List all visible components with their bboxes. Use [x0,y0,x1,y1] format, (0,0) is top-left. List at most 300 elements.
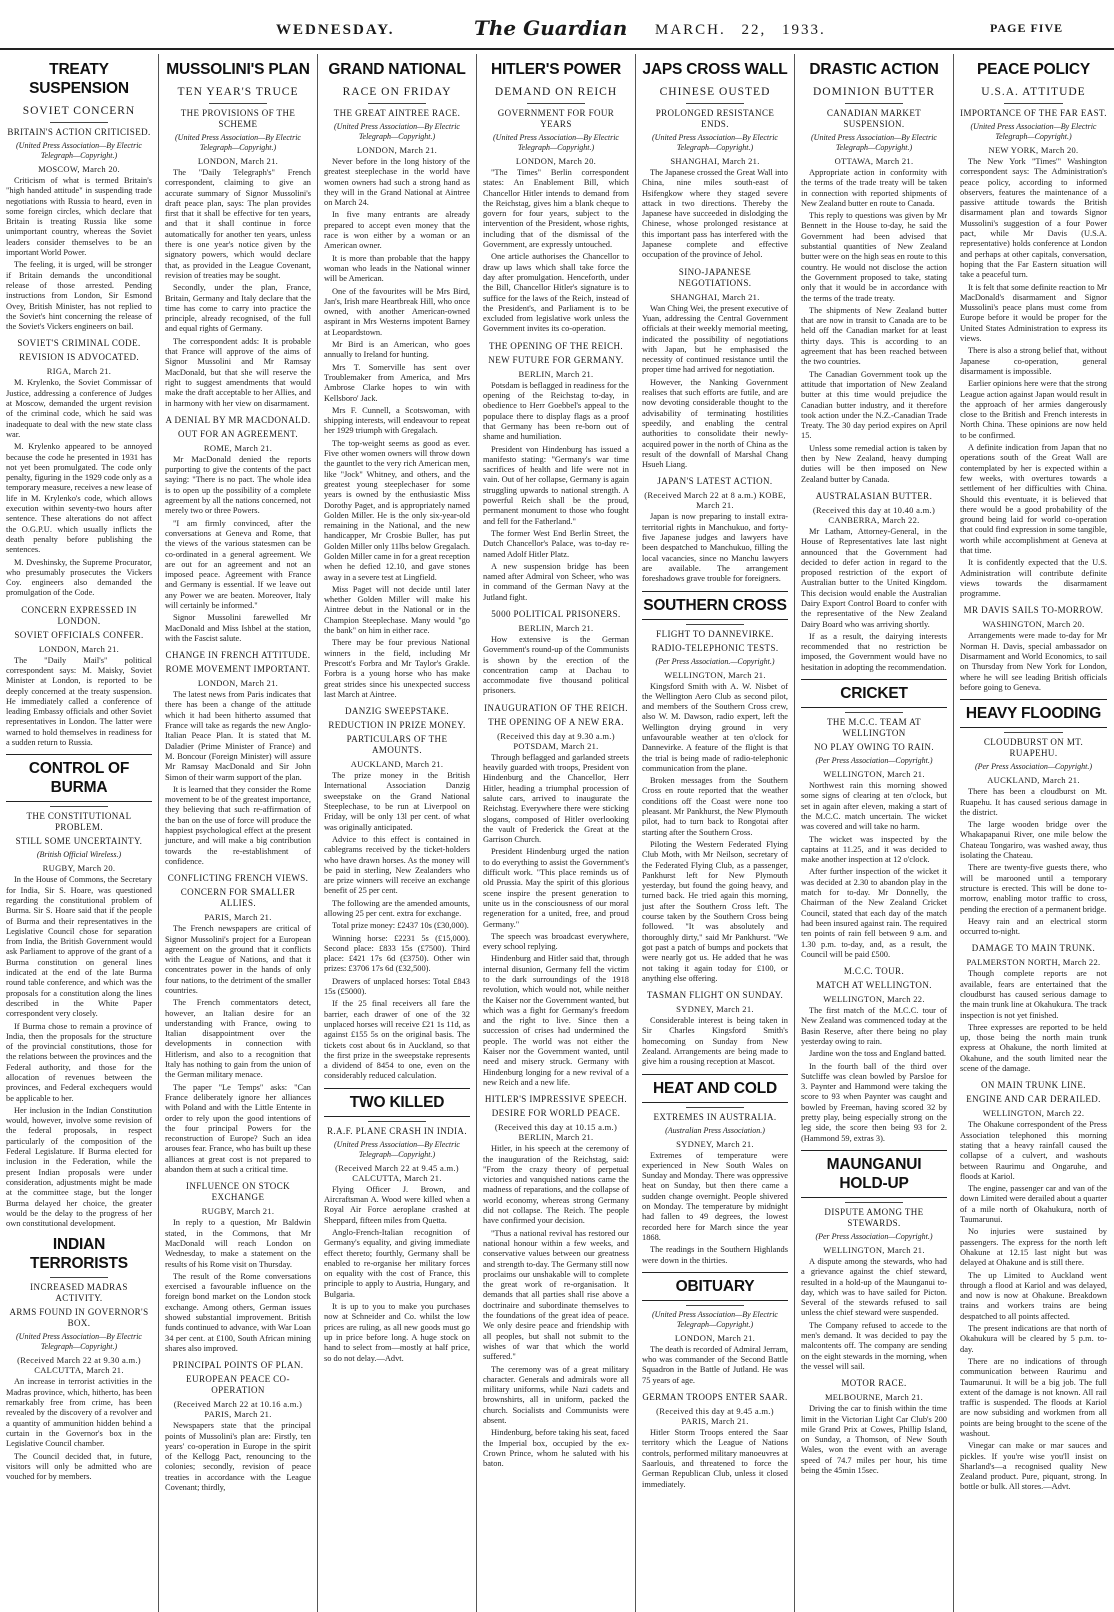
article-paragraph: The death is recorded of Admiral Jerram, who was commander of the Second Battle Squadron in the Battle of Jutland. He was 75 years of age. [642,1344,788,1385]
article-paragraph: After further inspection of the wicket it was decided at 2.30 to abandon play in the match for to-day. Mr Donnelly, the Chairman of the New Zealand Cricket Council, stated that each day of the match had been insured against rain. The required ten points of rain fell between 9 a.m. and 1.30 p.m. to-day, and, as a result, the Council will be paid £500. [801,867,947,959]
article-paragraph: Broken messages from the Southern Cross en route reported that the weather conditions off the Coast were none too pleasant. Mr Pankhurst, the New Plymouth pilot, had to turn back to Rongotai after starting after the Southern Cross. [642,776,788,837]
article-dateline: RUGBY, March 20. [42,863,116,874]
article-credit: (United Press Association—By Electric Telegraph—Copyright.) [334,1139,460,1159]
divider [1004,103,1063,104]
article-dateline: BERLIN, March 21. [518,368,594,379]
article-paragraph: Advice to this effect is contained in cablegrams received by the ticket-holders who have drawn horses. As the money will be paid in sterling, New Zealanders who are prize winners will receive an exchange benefit of 25 per cent. [324,834,470,896]
article-paragraph: If Burma chose to remain a province of India, then the proposals for the structure of the provincial constitutions, those for the relations between the provinces and the Federal authority, and those for the allocation of revenues between the provinces, and Federal exchequers would be applicable to her. [6,1021,152,1103]
article [324,60,470,700]
article-deck: JAPAN'S LATEST ACTION. [657,476,773,487]
divider [845,1202,903,1203]
article-paragraph: However, the Nanking Government realises that such efforts are futile, and are now devoting considerable thought to the advisability of terminating hostilities speedily, and enabling the central authorities to consolidate their newly-acquired power in the north of China as the result of the downfall of Marshal Chang Hsueh Liang. [642,377,788,470]
article-dateline: WELLINGTON, March 21. [823,1244,925,1255]
article-headline: TWO KILLED [324,1088,470,1117]
article [960,943,1107,1074]
article-paragraph: M. Krylenko, the Soviet Commissar of Justice, addressing a conference of Judges at Moscow, demanded the urgent revision of the criminal code, which he said was inadequate to deal with the new state class war. [6,378,152,439]
article-credit: (United Press Association—By Electric Telegraph—Copyright.) [652,133,778,152]
article-paragraph: There has been a cloudburst on Mt. Ruapehu. It has caused serious damage in the district. [960,787,1107,817]
article-deck: MR DAVIS SAILS TO-MORROW. [963,605,1104,616]
article-paragraph: Arrangements were made to-day for Mr Norman H. Davis, special ambassador on Disarmament and World Economics, to sail on Thursday from New York for London, where he will see leading British officials before going to Geneva. [960,631,1107,692]
article-deck-secondary: ROME MOVEMENT IMPORTANT. [165,664,311,675]
column-1 [0,54,159,1612]
article-dateline: (Received March 22 at 9.30 a.m.) CALCUTTA, March 21. [17,1355,141,1376]
article-dateline: WELLINGTON, March 21. [664,669,766,680]
article-paragraph: The Company refused to accede to the men's demand. It was decided to pay the malcontents off. The company are sending on the eight stewards in the morning, when the vessel will sail. [801,1320,947,1371]
article-subheadline: DEMAND ON REICH [494,86,618,98]
article-dateline: WELLINGTON, March 22. [823,994,925,1005]
article-dateline: (Received this day at 9.30 a.m.) POTSDAM, March 21. [497,730,615,751]
article-deck-secondary: DESIRE FOR WORLD PEACE. [491,1108,621,1119]
article-paragraph: There are twenty-five guests there, who will be marooned until a temporary structure is erected. This will be done to-morrow, enabling motor traffic to cross, pending the erection of a permanent bridge. [960,863,1107,914]
article-credit: (Per Press Association.—Copyright.) [655,656,775,666]
article-dateline: MOSCOW, March 20. [38,164,120,174]
article-deck: PROLONGED RESISTANCE ENDS. [655,108,775,129]
article-deck-secondary: MATCH AT WELLINGTON. [816,980,932,991]
article-dateline: (Received March 22 at 10.16 a.m.) PARIS, March 21. [173,1399,303,1420]
article [324,1088,470,1364]
article [483,609,629,697]
article-paragraph: The Ohakune correspondent of the Press Association telephoned this morning stating that a heavy rainfall caused the collapse of a culvert, and washouts between Raurimu and Ongaruhe, and floods at Kariol. [960,1120,1107,1181]
article-paragraph: In the House of Commons, the Secretary for India, Sir S. Hoare, was questioned regarding the constitutional problem of Burma. Sir S. Hoare said that if the people of Burma and their representatives in the Legislative Council chose for separation from India, the British Government would ask Parliament to approve of the grant of a Burma constitution on general lines indicated at the end of the late Burma round table conference, and which was the proposals for a constitution along the lines described in the White Paper correspondent very closely. [6,875,152,1019]
article-headline: HEAT AND COLD [642,1074,788,1103]
article-dateline: SYDNEY, March 21. [676,1004,754,1015]
article-headline: MUSSOLINI'S PLAN [166,61,310,78]
article-dateline: MELBOURNE, March 21. [824,1392,924,1403]
article-paragraph: The Canadian Government took up the attitude that importation of New Zealand butter at this time would prejudice the Canadian butter industry, and it therefore took action under the N.Z.-Canadian Trade Treaty. The 30 day period expires on April 15. [801,369,947,441]
divider [845,712,903,713]
article-deck: THE PROVISIONS OF THE SCHEME [180,108,296,129]
masthead-day: WEDNESDAY. [276,22,395,38]
article-paragraph: Signor Mussolini farewelled Mr MacDonald and Miss Ishbel at the station, with the Fascist salute. [165,613,311,643]
article-paragraph: Three expresses are reported to be held up, those being the north main trunk express at Ohakune, the north limited at Okahune, and the south limited near the scene of the damage. [960,1022,1107,1074]
article-paragraph: Piloting the Western Federated Flying Club Moth, with Mr Neilson, secretary of the Federated Flying Club, as a passenger, Pankhurst left for New Plymouth yesterday, but found the going heavy, and turned back. He tried again this morning, just after the Southern Cross left. The course taken by the Southern Cross being followed. "It was absolutely and thoroughly dirty," said Mr Pankhurst. "We got past a patch of bumps and pockets that were nearly got us. He added that he was not taking it again today for £100, or anything else offering. [642,839,788,983]
article-paragraph: There may be four previous National winners in the field, including Mr Prescott's Forbra and Mr Taylor's Grakle. Forbra is a young horse who has make great strides since his unexpected success last March at Aintree. [324,638,470,699]
article-paragraph: Miss Paget will not decide until later whether Golden Miller will make his Aintree debut in the National or in the Champion Steeplechase. Many would "go the bank" on him in either race. [324,584,470,636]
article [165,415,311,644]
article-dateline: OTTAWA, March 21. [834,156,914,166]
article [483,703,629,1089]
article-deck-secondary: STILL SOME UNCERTAINTY. [15,836,143,847]
divider [368,103,426,104]
article [642,267,788,471]
article-paragraph: Though complete reports are not available, fears are entertained that the cloudburst has caused serious damage to the main trunk line at Okahukura. The track inspection is not yet finished. [960,969,1107,1020]
article-dateline: (Received March 22 at 8 a.m.) KOBE, March 21. [644,490,786,511]
article-deck: CONFLICTING FRENCH VIEWS. [167,873,309,884]
article [483,60,629,335]
article-paragraph: The "Daily Telegraph's" French correspondent, claiming to give an accurate summary of Signor Mussolini's draft peace plan, says: The plan provides first that it shall be effective for ten years, and that it shall continue in force automatically for another ten years, unless there is one year's notice given by the signatory powers, which would declare that, as provided in the League Covenant, revision of treaties may be sought. [165,168,311,280]
article-paragraph: Hitler, in his speech at the ceremony of the inauguration of the Reichstag, said: "From the crazy theory of perpetual victories and vanquished nations came the madness of reparations, and the collapse of world economy, whereas strong Germany did not collapse. The Reich. The people have confirmed your decision. [483,1144,629,1226]
article [6,754,152,1229]
article-deck-secondary: REVISION IS ADVOCATED. [18,352,140,363]
divider [686,103,744,104]
article-deck: CONCERN EXPRESSED IN LONDON. [21,604,137,626]
article-paragraph: Mrs F. Cunnell, a Scotswoman, with shipping interests, will endeavour to repeat her 1929 triumph with Gregalach. [324,405,470,436]
article-dateline: WASHINGTON, March 20. [982,619,1085,630]
article-dateline: AUCKLAND, March 21. [350,759,444,770]
article-paragraph: Mr MacDonald denied the reports purporting to give the contents of the pact saying: "There is no pact. The whole idea is to open up the possibility of a complete agreement by all the nations concerned, not merely two or three Powers. [165,454,311,516]
article-paragraph: An increase in terrorist activities in the Madras province, which, hitherto, has been remarkably free from crime, has been revealed by the discovery of a revolver and a quantity of ammunition hidden behind a curtain in the Governor's box in the Legislative Council chamber. [6,1377,152,1449]
article-paragraph: If as a result, the dairying interests recommended that no restriction be imposed, the Government would have no hesitation in adopting the recommendation. [801,631,947,672]
article-paragraph: Earlier opinions here were that the strong League action against Japan would result in the approach of her armies dangerously close to the British and French interests in North China. These opinions are now held to be confirmed. [960,379,1107,440]
article-deck-secondary: RADIO-TELEPHONIC TESTS. [651,642,779,653]
article-headline: GRAND NATIONAL [328,61,466,78]
article-dateline: LONDON, March 21. [674,1332,756,1343]
article-deck-secondary: REDUCTION IN PRIZE MONEY. [328,720,466,731]
article-deck-secondary: OUT FOR AN AGREEMENT. [177,428,299,439]
article-paragraph: One article authorises the Chancellor to draw up laws which shall take force the day after promulgation. Henceforth, under the Bill, Chancellor Hitler's signature is to suffice for the laws of the Reich, instead of the President's, and Parliament is to be excluded from legislative work unless the Government invites its co-operation. [483,252,629,334]
article-paragraph: President Hindenburg urged the nation to do everything to assist the Government's difficult work. "This place reminds us of old Prussia. May the spirit of this glorious scene inspire the present generation to unite us in the consciousness of our moral regeneration for a united, free, and proud Germany." [483,847,629,929]
article-paragraph: The present indications are that north of Okahukura will be cleared by 5 p.m. to-day. [960,1324,1107,1354]
article-paragraph: Heavy rain and an electrical storm occurred to-night. [960,916,1107,937]
divider [686,1305,744,1306]
article-credit: (United Press Association—By Electric Telegraph—Copyright.) [16,141,142,160]
article-dateline: (Received this day at 10.40 a.m.) CANBERRA, March 22. [812,504,936,525]
article-dateline: ROME, March 21. [203,442,273,453]
article-paragraph: The prize money in the British International Association Danzig sweepstake on the Grand National Steeplechase, to be run at Liverpool on Friday, will be only 13l per cent. of what was originally anticipated. [324,771,470,832]
article-deck: HITLER'S IMPRESSIVE SPEECH. [484,1094,628,1105]
article-paragraph: Appropriate action in conformity with the terms of the trade treaty will be taken in connection with reported shipments of New Zealand butter en route to Canada. [801,168,947,208]
article [960,605,1107,693]
article-deck: CLOUDBURST ON MT. RUAPEHU. [983,737,1084,759]
article [642,1272,788,1386]
article-deck: SINO-JAPANESE NEGOTIATIONS. [678,266,752,288]
article-paragraph: The wicket was inspected by the captains at 11.25, and it was decided to make another inspection at 12 o'clock. [801,834,947,865]
article [6,605,152,749]
article-subheadline: U.S.A. ATTITUDE [981,86,1086,98]
article-credit: (British Official Wireless.) [36,850,122,860]
article-deck: DANZIG SWEEPSTAKE. [345,706,449,717]
divider [50,122,108,123]
article-credit: (Per Press Association—Copyright.) [815,1231,933,1241]
article-paragraph: The speech was broadcast everywhere, every school replying. [483,931,629,952]
article-paragraph: The feeling, it is urged, will be stronger if Britain demands the unconditional release of those arrested. Pending instructions from London, Sir Esmond Ovey, British Minister, has not replied to the Soviet's hint concerning the release of the Soviet's Vickers engineers on bail. [6,260,152,332]
article-subheadline: DOMINION BUTTER [812,86,935,98]
article-paragraph: The correspondent adds: It is probable that France will approve of the aims of Signor Mussolini and Mr Ramsay MacDonald, but that she will reserve the right to suggest amendments that would make the draft acceptable to her Allies, and in harmony with her view on disarmament. [165,336,311,408]
article-headline: CONTROL OF BURMA [6,754,152,802]
article-deck: IMPORTANCE OF THE FAR EAST. [960,108,1107,118]
article-subheadline: CHINESE OUSTED [659,86,771,98]
column-6 [795,54,954,1612]
article-headline: DRASTIC ACTION [809,61,939,78]
article-credit: (United Press Association—By Electric Telegraph—Copyright.) [970,122,1097,141]
article-paragraph: Jardine won the toss and England batted. [809,1049,946,1059]
article [801,1150,947,1372]
article-dateline: SYDNEY, March 21. [676,1138,754,1149]
article-deck: CHANGE IN FRENCH ATTITUDE. [165,650,311,661]
article-paragraph: "Thus a national revival has restored our national honour within a few weeks, and conservative values between our greatness and strength to-day. The Germany still now proclaims our unshakable will to complete the great work of re-organisation. It demands that all parties shall rise above a doctrinaire and subordinate themselves to the foundations of the great idea of peace. We only desire peace and friendship with all peoples, but shall not submit to the wishes of war that which the world suffered." [483,1228,629,1362]
divider [368,1121,426,1122]
article-paragraph: The French commentators detect, however, an Italian desire for an understanding with France, owing to Italian disappointment over the developments in connection with Hitlerism, and also to a recognition that Italy has nothing to gain from the union of the German military menace. [165,998,311,1080]
article-paragraph: No injuries were sustained by passengers. The express for the north left Ohakune at 12.15 last night but was delayed at Ohakune and is still there. [960,1227,1107,1268]
divider [686,1107,744,1108]
article-deck: PRINCIPAL POINTS OF PLAN. [172,1360,304,1371]
article-paragraph: Hindenburg, before taking his seat, faced the Imperial box, occupied by the ex-Crown Prince, whom he saluted with his baton. [483,1428,629,1469]
article-paragraph: How extensive is the German Government's round-up of the Communists is shown by the erection of the concentration camp at Dachau to accommodate five thousand political prisoners. [483,634,629,696]
article-paragraph: Hindenburg and Hitler said that, through internal disunion, Germany fell the victim to the dark surroundings of the 1918 revolution, which would not, while neither the Kaiser nor the Government wanted, but which was a fight for Germany's freedom and the right to live. Since then a succession of crises had undermined the people. The world was not either the Kaiser nor the Government wanted, until need and misery struck. Germany with Hindenburg longing for a new revival of a new Reich and a new life. [483,954,629,1087]
article-paragraph: One of the favourites will be Mrs Bird, Jan's, Irish mare Heartbreak Hill, who once owned, with another American-owned aspirant in Mrs Westerns impotent Barney at Leopardstown. [324,286,470,337]
article-dateline: SHANGHAI, March 21. [670,156,760,166]
article-headline: SOUTHERN CROSS [642,591,788,620]
article-paragraph: Driving the car to finish within the time limit in the Victorian Light Car Club's 200 mile Grand Prix at Cowes, Phillip Island, on Sunday, a Thomson, of New South Wales, won the event with an average speed of 74.7 miles per hour, his time being the 45min 15sec. [801,1404,947,1476]
masthead-page-number: PAGE FIVE [990,21,1064,35]
article-headline: INDIAN TERRORISTS [30,1236,128,1273]
article-deck: GERMAN TROOPS ENTER SAAR. [642,1392,788,1403]
article-paragraph: A dispute among the stewards, who had a grievance against the chief steward, resulted in a hold-up of the Maunganui to-day, which was to have sailed for Picton. Several of the stewards refused to sail unless the chief steward were suspended. [801,1256,947,1318]
masthead [0,0,1114,50]
article-dateline: WELLINGTON, March 22. [982,1108,1085,1119]
article-deck: DAMAGE TO MAIN TRUNK. [971,943,1096,954]
column-4 [477,54,636,1612]
article-deck-tertiary: PARTICULARS OF THE AMOUNTS. [346,734,448,756]
article-deck: SOVIET'S CRIMINAL CODE. [17,338,141,349]
article-headline: PEACE POLICY [976,61,1090,78]
divider [845,103,903,104]
article-paragraph: In the fourth ball of the third over Sutcliffe was clean bowled by Parsloe for 3. Paynter and Hammond were taking the score to 93 when Paynter was caught and bowled by Freeman, having scored 32 by pretty play, being especially strong on the leg side, the score then being 93 for 2. (Hammond 59, extras 3). [801,1061,947,1143]
article-paragraph: The Japanese crossed the Great Wall into China, nine miles south-east of Hsifengkow where they staged severe attack in two directions. Thereby the Japanese have succeeded in dislodging the Chinese, whose prolonged resistance at this important pass has interfered with the Japanese complete and effective occupation of the province of Jehol. [642,168,788,260]
article-deck: AUSTRALASIAN BUTTER. [815,490,933,501]
article-credit: (Per Press Association—Copyright.) [974,762,1093,772]
article-dateline: NEW YORK, March 20. [988,145,1079,155]
article-paragraph: Secondly, under the plan, France, Britain, Germany and Italy declare that the time has come to carry into practice the principle, already recognised, of the full and equal rights of Germany. [165,283,311,334]
article-deck: CANADIAN MARKET SUSPENSION. [826,108,922,129]
column-2 [159,54,318,1612]
article-paragraph: The former West End Berlin Street, the Dutch Chancellor's Palace, was to-day re-named Adolf Hitler Platz. [483,528,629,559]
article [801,966,947,1144]
article-paragraph: It is felt that some definite reaction to Mr MacDonald's disarmament and Signor Mussolini's peace plans must come from Europe before it would be proper for the United States Administration to express its views. [960,282,1107,344]
article-deck: INCREASED MADRAS ACTIVITY. [30,1282,128,1304]
divider [50,806,108,807]
article-deck: THE CONSTITUTIONAL PROBLEM. [26,811,132,833]
article-paragraph: This reply to questions was given by Mr Bennett in the House to-day, he said the Government had been advised that substantial quantities of New Zealand butter were on the high seas en route to this country. He would not disclose the action the Government proposed to take, stating only that it would be in accordance with the terms of the trade treaty. [801,211,947,303]
column-5 [636,54,795,1612]
article-paragraph: The following are the amended amounts, allowing 25 per cent. extra for exchange. [324,898,470,918]
article-deck: M.C.C. TOUR. [843,966,905,977]
article-deck: DISPUTE AMONG THE STEWARDS. [824,1206,924,1228]
article-paragraph: It is more than probable that the happy woman who leads in the National winner will be American. [324,253,470,284]
article-paragraph: Drawers of unplaced horses: Total £843 15s (£5000). [324,976,470,997]
article-paragraph: Anglo-French-Italian recognition of Germany's equality, and giving immediate effect thereto; fourthly, Germany shall be enabled to re-organise her military forces on equality with the cost of France, this principle to apply to Austria, Hungary, and Bulgaria. [324,1227,470,1299]
article [960,699,1107,937]
article-dateline: RIGA, March 21. [46,366,112,377]
article-paragraph: "The Times" Berlin correspondent states: An Enablement Bill, which Chancellor Hitler intends to demand from the Reichstag, gives him a blank cheque to govern for four years, subject to the intervention of the President, whose rights, including that of the dismissal of the Government, are expressly untouched. [483,168,629,250]
article-headline: MAUNGANUI HOLD-UP [801,1150,947,1198]
article-dateline: LONDON, March 20. [515,156,597,166]
article-deck: INFLUENCE ON STOCK EXCHANGE [185,1181,291,1203]
article-paragraph: In five many entrants are already prepared to accept even money that the race is won either by a woman or an American owner. [324,210,470,251]
article-paragraph: There is also a strong belief that, without Japanese co-operation, general disarmament is impossible. [960,346,1107,376]
article-paragraph: Newspapers state that the principal points of Mussolini's plan are: Firstly, ten years' co-operation in Europe in the spirit of the Kellogg Pact, renouncing to the colonies; secondly, revision of peace treaties in accordance with the League Covenant; thirdly, [165,1421,311,1492]
masthead-title: The Guardian [474,16,628,40]
article-paragraph: Never before in the long history of the greatest steeplechase in the world have women owners had such a strong hand as they will in the Grand National at Aintree on March 24. [324,157,470,208]
article-paragraph: It is up to you to make you purchases now at Schneider and Co. whilst the low prices are ruling, as all new goods must go up in price before long. A huge stock on hand to select from—mostly at half price, so do not delay.—Advt. [324,1302,470,1363]
article-headline: HITLER'S POWER [490,61,622,78]
article-deck: TASMAN FLIGHT ON SUNDAY. [646,990,784,1001]
article-deck: EXTREMES IN AUSTRALIA. [653,1111,777,1122]
article-paragraph: "I am firmly convinced, after the conversations at Geneva and Rome, that the views of the various statesmen can be co-ordinated in a general agreement. We are out for an agreement and not an imposed peace. Agreement with France and Germany is essential. If we leave out any Power we are beaten. Moreover, Italy will certainly be informed." [165,518,311,610]
article-paragraph: Criticism of what is termed Britain's "high handed attitude" in suspending trade negotiations with Russia to heard, even in some foreign circles, which declare that Britain is treating Russia like some unimportant country, whereas the Soviet leaders consider themselves to be an important World Power. [6,176,152,258]
article-paragraph: Mr Latham, Attorney-General, in the House of Representatives late last night announced that the Government had decided to defer action in regard to the proposed restriction of the export of Australian butter to the United Kingdom. This decision would enable the Australian Dairy Export Control Board to confer with the representative of the New Zealand Dairy Board who was arriving shortly. [801,526,947,629]
article-paragraph: The readings in the Southern Highlands were down in the thirties. [642,1245,788,1265]
article-subheadline: RACE ON FRIDAY [342,86,452,98]
article-credit: (United Press Association—By Electric Telegraph—Copyright.) [652,1309,778,1329]
article-dateline: BERLIN, March 21. [518,622,594,633]
article [6,338,152,598]
article-paragraph: Japan is now preparing to install extra-territorial rights in Manchukuo, and forty-five Japanese judges and lawyers have been despatched to Manchukuo, filling the local vacancies, since no Manchu lawyers are available. The arrangement foreshadows grave trouble for foreigners. [642,512,788,584]
article-dateline: LONDON, March 21. [38,643,120,654]
article-deck-secondary: NO PLAY OWING TO RAIN. [813,742,935,753]
article [960,60,1107,599]
article-credit: (United Press Association—By Electric Telegraph—Copyright.) [334,122,460,141]
article [642,60,788,261]
article-deck-secondary: CONCERN FOR SMALLER ALLIES. [180,887,296,909]
article-paragraph: The result of the Rome conversations exercised a favourable influence on the foreign bond market on the London stock exchange. Among others, German issues showed substantial improvement. British funds continued to advance, with War Loan 34 per cent. at £100, South African mining shares also improved. [165,1271,311,1353]
article-deck-secondary: THE OPENING OF A NEW ERA. [488,716,624,727]
article [801,679,947,960]
article [801,1378,947,1476]
article-paragraph: M. Dveshinsky, the Supreme Procurator, who presumably prosecutes the Vickers Coy. engineers also demanded the promulgation of the Code. [6,557,152,598]
article-dateline: LONDON, March 21. [356,145,438,155]
article-paragraph: Extremes of temperature were experienced in New South Wales on Sunday and Monday. There was oppressive heat on Sunday, but then there came a sudden change overnight. People shivered on Monday. The temperature by midnight had fallen to 49 degrees, the lowest recorded here for March since the year 1868. [642,1150,788,1242]
article-paragraph: Considerable interest is being taken in Sir Charles Kingsford Smith's homecoming on Sunday from New Zealand. Arrangements are being made to give him a rousing reception at Mascot. [642,1016,788,1067]
article-dateline: AUCKLAND, March 21. [987,775,1080,786]
article-dateline: LONDON, March 21. [197,678,279,689]
article-credit: (Australian Press Association.) [665,1125,765,1135]
article-paragraph: The New York "Times'" Washington correspondent says: The Administration's peace policy, according to informed observers, features the maintenance of a passive attitude towards the British disarmament plan and towards Signor Mussolini's suggestion of a four Power pact, while Mr Davis (U.S.A. representative) holds conference at London and perhaps at other capitals, conversation, hoping that the Far Eastern situation will take a peaceful turn. [960,157,1107,280]
article-paragraph: Winning horse: £2231 5s (£15,000). Second place: £833 15s (£7500). Third place: £421 17s 6d (£3750). Other win prizes: £3706 17s 6d (£32,500). [324,933,470,974]
article-paragraph: If the 25 final receivers all fare the barrier, each drawer of one of the 32 unplaced horses will receive £21 1s 11d, as against £155 5s on the original basis. The tickets cost about 6s in Auckland, so that the first prize in the sweepstake represents a dividend of 8454 to one, even on the considerably reduced calculation. [324,999,470,1081]
article [165,650,311,867]
article-headline: HEAVY FLOODING [960,699,1107,728]
article-paragraph: Through beflagged and garlanded streets heavily guarded with troops, President von Hindenburg and the Chancellor, Herr Hitler, heading a triumphal procession of salute cars, arrived to inaugurate the Reichstag. Everywhere there were sticking slogans, composed of Hitler overlooking the vault of Frederick the Great at the Garrison Church. [483,752,629,845]
article-deck: INAUGURATION OF THE REICH. [484,702,628,713]
article-paragraph: Kingsford Smith with A. W. Nisbet of the Wellington Aero Club as second pilot, and members of the Southern Cross crew, also W. M. Dawson, radio expert, left the Wellington drying ground in very unfavourable weather at ten o'clock for Dannevirke. A feature of the flight is that the trial is being made of radio-telephonic communication from the plane. [642,681,788,773]
article [642,1074,788,1266]
article-paragraph: The up Limited to Auckland went through a flood at Kariol and was delayed, and now is now at Ohakune. Breakdown trains and workers trains are being despatched to all points affected. [960,1270,1107,1321]
article-credit: (United Press Association—By Electric Telegraph—Copyright.) [811,133,937,152]
article [801,60,947,485]
article-paragraph: A definite indication from Japan that no operations south of the Great Wall are contemplated by her is expected within a few weeks, with overtures towards a settlement of her difficulties with China. Should this eventuate, it is believed that there would be a good probability of the ground being laid for world co-operation that could find expression in some tangible, worth while accomplishment at Geneva at that time. [960,443,1107,555]
article-paragraph: It is confidently expected that the U.S. Administration will contribute definite views towards the disarmament programme. [960,558,1107,599]
article-paragraph: Mrs T. Somerville has sent over Troublemaker from America, and Mrs Ambrose Clarke hopes to win with Kellsboro' Jack. [324,362,470,403]
article-paragraph: Hitler Storm Troops entered the Saar territory which the League of Nations controls, performed military manoeuvres at Saarlouis, and threatened to force the German Republican Club, unless it closed immediately. [642,1428,788,1489]
article [165,1360,311,1493]
article-subheadline: SOVIET CONCERN [22,105,136,117]
article-paragraph: The latest news from Paris indicates that there has been a change of the attitude which it had been hitherto assumed that France will take as regards the new Anglo-Italian Peace Plan. It is stated that M. Daladier (Prime Minister of France) and M. Boncour (Foreign Minister) will assure Mr Ramsay MacDonald and Sir John Simon of their warm support of the plan. [165,690,311,782]
article-paragraph: The French newspapers are critical of Signor Mussolini's project for a European agreement on the ground that it conflicts with the League of Nations, and that it concentrates power in the hands of only four nations, to the detriment of the smaller countries. [165,924,311,995]
article [165,873,311,1175]
article-deck: THE GREAT AINTREE RACE. [333,108,461,118]
article-dateline: WELLINGTON, March 21. [823,769,925,780]
article-paragraph: A new suspension bridge has been named after Admiral von Scheer, who was in command of the German Navy at the Jutland fight. [483,561,629,602]
article-deck-secondary: ENGINE AND CAR DERAILED. [966,1094,1101,1105]
article-headline: JAPS CROSS WALL [642,61,788,78]
article-dateline: PARIS, March 21. [204,912,272,923]
masthead-date: MARCH. 22, 1933. [655,22,826,38]
article-deck-secondary: SOVIET OFFICIALS CONFER. [14,629,144,640]
article [483,341,629,603]
article-paragraph: The paper "Le Temps" asks: "Can France deliberately ignore her alliances with Poland and with the Little Entente in order to rely upon the good intentions of the four principal Powers for the reconstruction of Europe? Such an idea arouses fear. France, who has built up these alliances at great cost is not prepared to abandon them at such a critical time. [165,1082,311,1175]
article-paragraph: Wan Ching Wei, the present executive of Yuan, addressing the Central Government officials at their weekly memorial meeting, indicated the possibility of negotiations with Japan, but he emphasised the necessity of continued resistance until the proper time had arrived for negotiation. [642,303,788,375]
article-deck: THE M.C.C. TEAM AT WELLINGTON [826,717,922,739]
article-dateline: RUGBY, March 21. [201,1206,275,1217]
article-paragraph: Total prize money: £2437 10s (£30,000). [332,921,469,931]
divider [527,103,585,104]
article-paragraph: Her inclusion in the Indian Constitution would, however, involve some revision of the federal proposals, in respect particularly of the composition of the Federal Legislature. If Burma elected for inclusion in the Federation, while the present Indian proposals were under consideration, adjustments might be made at the committee stage, but the longer Burma delayed her choice, the greater would be the delay to the progress of her own constitutional development. [6,1105,152,1229]
article-deck: THE OPENING OF THE REICH. [488,340,624,351]
article-paragraph: Flying Officer J. Brown, and Aircraftsman A. Wood were killed when a Royal Air Force aeroplane crashed at Sheppard, fifteen miles from Quetta. [324,1184,470,1225]
article [642,476,788,584]
article [165,60,311,409]
article-deck-secondary: EUROPEAN PEACE CO-OPERATION [186,1374,290,1396]
article-dateline: SHANGHAI, March 21. [670,291,760,302]
article-headline: TREATY SUSPENSION [29,61,129,97]
article-paragraph: The "Daily Mail's" political correspondent says: M. Maisky, Soviet Minister at London, is reported to be deeply concerned at the treaty suspension. He immediately called a conference of leading Embassy officials and other Soviet representatives in London. The latter were warned to hold themselves in readiness for a sudden return to Russia. [6,655,152,748]
article [6,60,152,332]
article-paragraph: Vinegar can make or mar sauces and pickles. If you're wise you'll insist on Sharland's—a recognised quality New Zealand product. Pure, piquant, strong. In bottle or bulk. All stores.—Advt. [960,1441,1107,1492]
article-credit: (United Press Association—By Electric Telegraph—Copyright.) [493,133,619,152]
article-dateline: (Received this day at 10.15 a.m.) BERLIN, March 21. [494,1122,618,1143]
article [6,1235,152,1482]
article-paragraph: Potsdam is beflagged in readiness for the opening of the Reichstag to-day, in obedience to Herr Goebbel's appeal to the populace there to display flags as a proof that Germany has been re-born out of shame and humiliation. [483,380,629,442]
article [165,1181,311,1354]
article-deck: MOTOR RACE. [841,1378,907,1389]
article-paragraph: The shipments of New Zealand butter that are now in transit to Canada are to be held off the Canadian market for at least thirty days. This is according to an agreement that has been reached between the two countries. [801,305,947,367]
column-7 [954,54,1113,1612]
article-paragraph: It is learned that they consider the Rome movement to be of the greatest importance, they believing that such re-affirmation of the ban on the use of force will produce the happiest psychological effect at the present juncture, and will make a big contribution towards the re-establishment of confidence. [165,784,311,866]
article-deck: FLIGHT TO DANNEVIRKE. [656,628,774,639]
article-subheadline: TEN YEAR'S TRUCE [177,86,299,98]
article-deck-secondary: ARMS FOUND IN GOVERNOR'S BOX. [9,1307,149,1329]
article-deck: R.A.F. PLANE CRASH IN INDIA. [327,1125,467,1136]
article-paragraph: The engine, passenger car and van of the down Limited were derailed about a quarter of a mile north of Okahukura, north of Taumarunui. [960,1184,1107,1225]
article-paragraph: President von Hindenburg has issued a manifesto stating: "Germany's war time sacrifices of health and life were not in vain. Out of her collapse, Germany is again struggling upwards to national strength. A powerful Reich shall be the proud, permanent monument to those who fought and fell for the Fatherland." [483,444,629,526]
article [324,706,470,1082]
article-paragraph: Mr Bird is an American, who goes annually to Ireland for hunting. [324,340,470,360]
article-credit: (Per Press Association—Copyright.) [815,756,933,766]
article-deck: A DENIAL BY MR MACDONALD. [165,414,311,425]
article-dateline: LONDON, March 21. [197,156,279,166]
article-paragraph: Northwest rain this morning showed some signs of clearing at ten o'clock, but set in again after eleven, making a start of the M.C.C. match uncertain. The wicket was covered and will take no harm. [801,781,947,832]
article-deck: BRITAIN'S ACTION CRITICISED. [7,127,151,137]
article-headline: CRICKET [801,679,947,708]
article-paragraph: In reply to a question, Mr Baldwin stated, in the Commons, that Mr MacDonald will reach London on Wednesday, to make a statement on the results of his Rome visit on Thursday. [165,1218,311,1269]
article-dateline: (Received this day at 9.45 a.m.) PARIS, March 21. [656,1406,774,1427]
article [642,591,788,985]
article-paragraph: The top-weight seems as good as ever. Five other women owners will throw down the gauntlet to the very rich American men, like "Jock" Whitney, and others, and the greatest young steeplechaser for some years is owned by the enthusiastic Miss Dorothy Paget, and is appropriately named Golden Miller. He is the only six-year-old remaining in the National, and the new handicapper, Mr Crosbie Buller, has put Golden Miller only 11lbs below Gregalach. Golden Miller came in for a great reception when he defied 12.10, and gave stones away in a severe test at Lingfield. [324,438,470,582]
article-deck: GOVERNMENT FOR FOUR YEARS [497,108,615,129]
article [642,1392,788,1490]
columns-container [0,54,1114,1612]
article-paragraph: The ceremony was of a great military character. Generals and admirals wore all military uniforms, while Nazi cadets and brownshirts, all in uniform, packed the church. Socialists and Communists were absent. [483,1364,629,1425]
divider [209,103,267,104]
article [801,491,947,673]
divider [686,624,744,625]
article-credit: (United Press Association—By Electric Telegraph—Copyright.) [16,1332,142,1352]
article-paragraph: The large wooden bridge over the Whakapapanui River, one mile below the Chateau Tongariro, was washed away, thus isolating the Chateau. [960,820,1107,861]
article-dateline: (Received March 22 at 9.45 a.m.) CALCUTTA, March 21. [335,1162,459,1183]
article-paragraph: Unless some remedial action is taken by then by New Zealand, heavy dumping duties will be then imposed on New Zealand butter by Canada. [801,443,947,484]
article-credit: (United Press Association—By Electric Telegraph—Copyright.) [175,133,301,152]
article-headline: OBITUARY [642,1272,788,1301]
article [483,1094,629,1469]
article-paragraph: The first match of the M.C.C. tour of New Zealand was commenced today at the Basin Reserve, after there being no play yesterday owing to rain. [801,1006,947,1046]
article-deck-secondary: NEW FUTURE FOR GERMANY. [488,354,624,365]
divider [50,1277,108,1278]
article-deck: 5000 POLITICAL PRISONERS. [491,608,621,619]
divider [1004,732,1063,733]
article-deck: ON MAIN TRUNK LINE. [981,1080,1086,1091]
article-paragraph: There are no indications of through communication between Raurimu and Taumarunui. It will be a big job. The full extent of the damage is not known. All rail traffic is suspended. The floods at Kariol are now subsiding and workmen from all points are being brought to the scene of the washout. [960,1356,1107,1438]
